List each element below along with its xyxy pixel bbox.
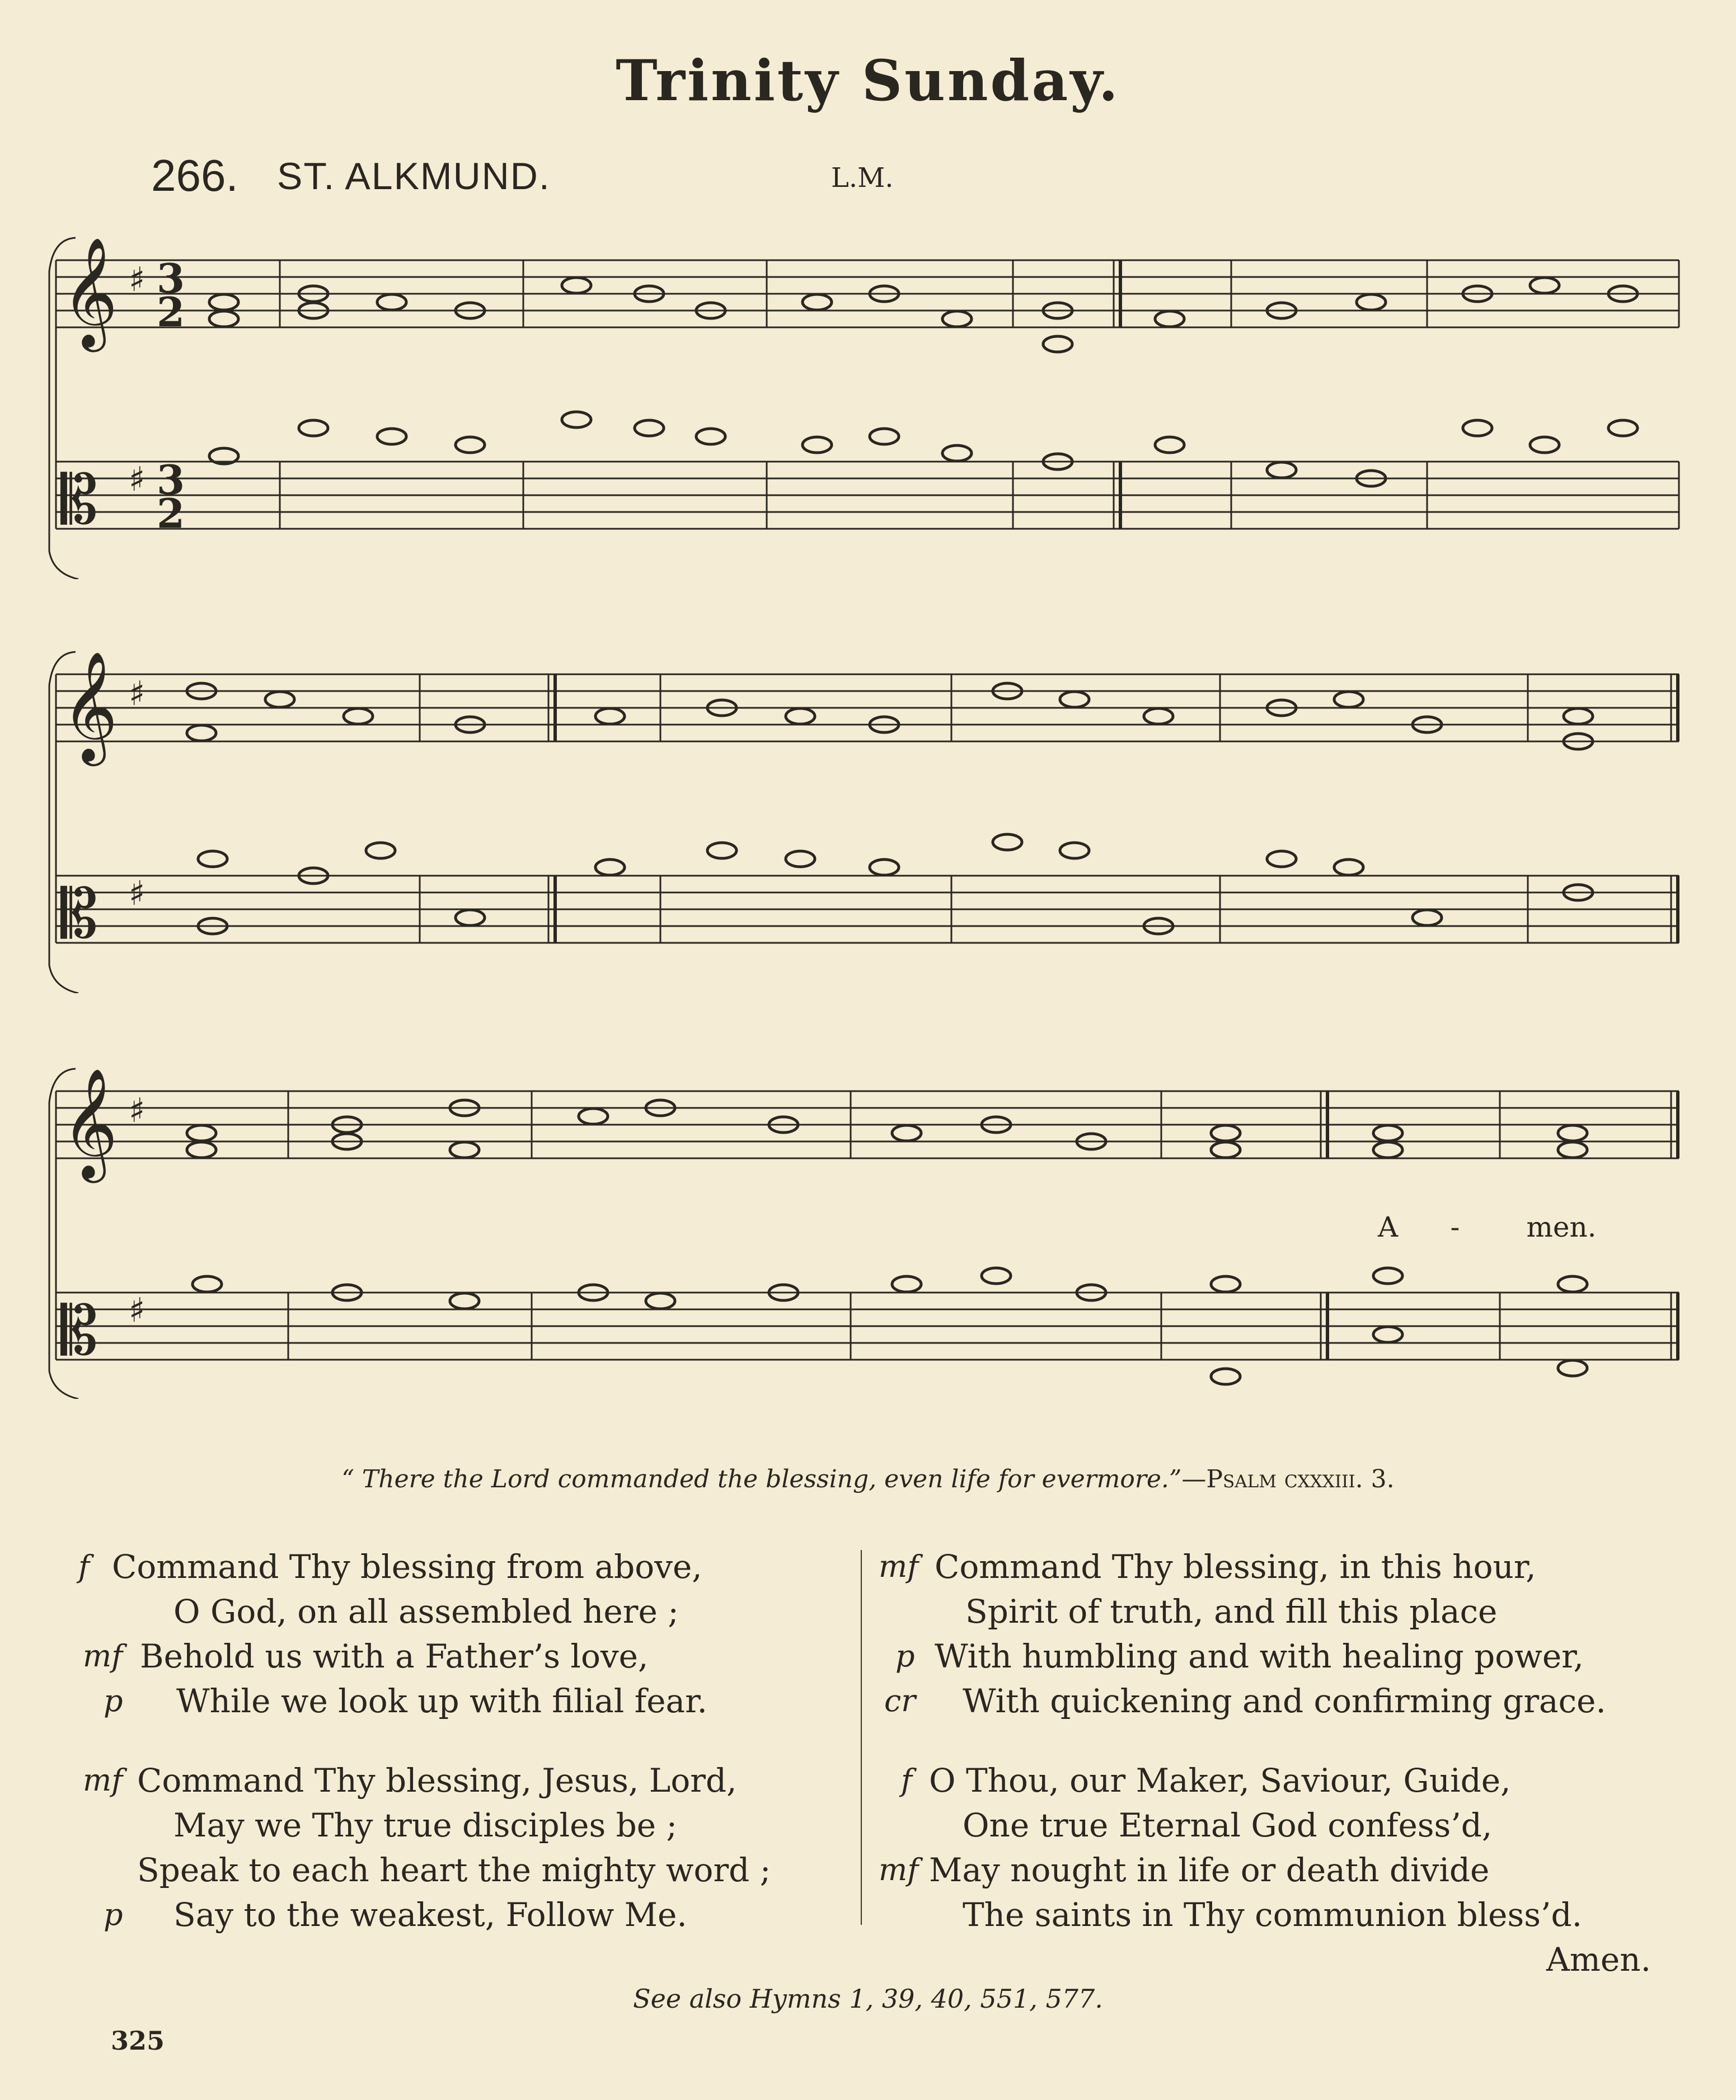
verse-line: mf Command Thy blessing, Jesus, Lord, (78, 1758, 839, 1803)
music-system-3-notation (45, 1052, 1690, 1399)
verse-line: cr With quickening and confirming grace. (879, 1679, 1662, 1723)
music-system-1-notation (45, 221, 1690, 579)
bass-staff-lines (56, 462, 1679, 529)
music-system-2 (45, 635, 1690, 993)
page-heading: Trinity Sunday. (616, 48, 1120, 114)
amen-line: Amen. (1546, 1941, 1651, 1979)
amen-lyric-dash: - (1450, 1211, 1460, 1243)
column-divider (861, 1550, 862, 1925)
sharp-sign-bass: ♯ (129, 460, 146, 499)
sharp-sign-treble: ♯ (129, 260, 146, 299)
hymn-meter: L.M. (831, 162, 894, 194)
epigraph-source: —Psalm cxxxiii. 3. (1181, 1465, 1395, 1493)
verses-right-column (879, 1544, 1662, 2017)
hymn-tune-name: ST. ALKMUND. (277, 155, 551, 198)
time-signature-top-treble: 3 (157, 255, 185, 302)
sharp-sign-bass: ♯ (129, 874, 146, 913)
notes (187, 683, 1593, 934)
sharp-sign-treble: ♯ (129, 674, 146, 713)
verse-line: O God, on all assembled here ; (173, 1592, 679, 1631)
barlines (56, 260, 1679, 529)
verse-line: f O Thou, our Maker, Saviour, Guide, (879, 1758, 1662, 1803)
tenor-clef-icon: 𝄡 (60, 1293, 98, 1370)
barlines (56, 674, 1678, 943)
music-system-2-notation (45, 635, 1690, 993)
verses-left-column (78, 1544, 839, 1972)
verse-line: Spirit of truth, and fill this place (965, 1592, 1498, 1631)
music-system-3 (45, 1052, 1690, 1399)
verse-line: The saints in Thy communion bless’d. (963, 1896, 1583, 1934)
verse-line: May we Thy true disciples be ; (173, 1806, 678, 1844)
verse-line: One true Eternal God confess’d, (963, 1806, 1493, 1844)
dynamic-marking: p (104, 1683, 123, 1718)
barlines (56, 1091, 1678, 1360)
hymn-header (151, 150, 1606, 212)
verse-line: mf Behold us with a Father’s love, (78, 1634, 839, 1679)
dynamic-marking: mf (879, 1549, 919, 1584)
dynamic-marking: p (104, 1897, 123, 1932)
notes (187, 1100, 1587, 1384)
verse-line: p While we look up with filial fear. (78, 1679, 839, 1723)
stanza-4 (879, 1758, 1662, 1982)
treble-clef-icon: 𝄞 (62, 1068, 118, 1178)
see-also-note: See also Hymns 1, 39, 40, 551, 577. (633, 1984, 1103, 2014)
treble-clef-icon: 𝄞 (62, 651, 118, 762)
dynamic-marking: f (78, 1549, 90, 1584)
treble-staff-lines (56, 1091, 1679, 1158)
amen-lyric-men: men. (1526, 1211, 1597, 1243)
tenor-clef-icon: 𝄡 (60, 876, 98, 953)
verse-line: p Say to the weakest, Follow Me. (78, 1892, 839, 1937)
sharp-sign-bass: ♯ (129, 1291, 146, 1330)
verse-line: mf May nought in life or death divide (879, 1848, 1662, 1892)
time-signature-bottom-treble: 2 (157, 288, 185, 336)
page-number: 325 (111, 2026, 165, 2056)
notes (209, 278, 1638, 486)
tenor-clef-icon: 𝄡 (60, 462, 98, 539)
dynamic-marking: mf (879, 1852, 919, 1887)
time-signature-bottom-bass: 2 (157, 490, 185, 537)
time-signature-top-bass: 3 (157, 456, 185, 504)
verse-line: Speak to each heart the mighty word ; (137, 1851, 771, 1889)
verse-line: p With humbling and with healing power, (879, 1634, 1662, 1679)
dynamic-marking: f (901, 1763, 912, 1798)
verse-line: mf Command Thy blessing, in this hour, (879, 1544, 1662, 1589)
bass-staff-lines (56, 1293, 1679, 1360)
sharp-sign-treble: ♯ (129, 1091, 146, 1130)
music-system-1 (45, 221, 1690, 579)
bass-staff-lines (56, 876, 1679, 943)
dynamic-marking: cr (884, 1683, 916, 1718)
amen-lyric-a: A (1377, 1211, 1399, 1243)
dynamic-marking: mf (83, 1638, 123, 1674)
dynamic-marking: p (895, 1638, 915, 1674)
treble-clef-icon: 𝄞 (62, 237, 118, 347)
hymn-number: 266. (151, 151, 238, 200)
stanza-1 (78, 1544, 839, 1723)
verse-line: f Command Thy blessing from above, (78, 1544, 839, 1589)
dynamic-marking: mf (83, 1763, 123, 1798)
epigraph (0, 1465, 1736, 1493)
epigraph-quote: “ There the Lord commanded the blessing, even life for evermore.” (341, 1465, 1182, 1493)
stanza-2 (78, 1758, 839, 1937)
stanza-3 (879, 1544, 1662, 1723)
